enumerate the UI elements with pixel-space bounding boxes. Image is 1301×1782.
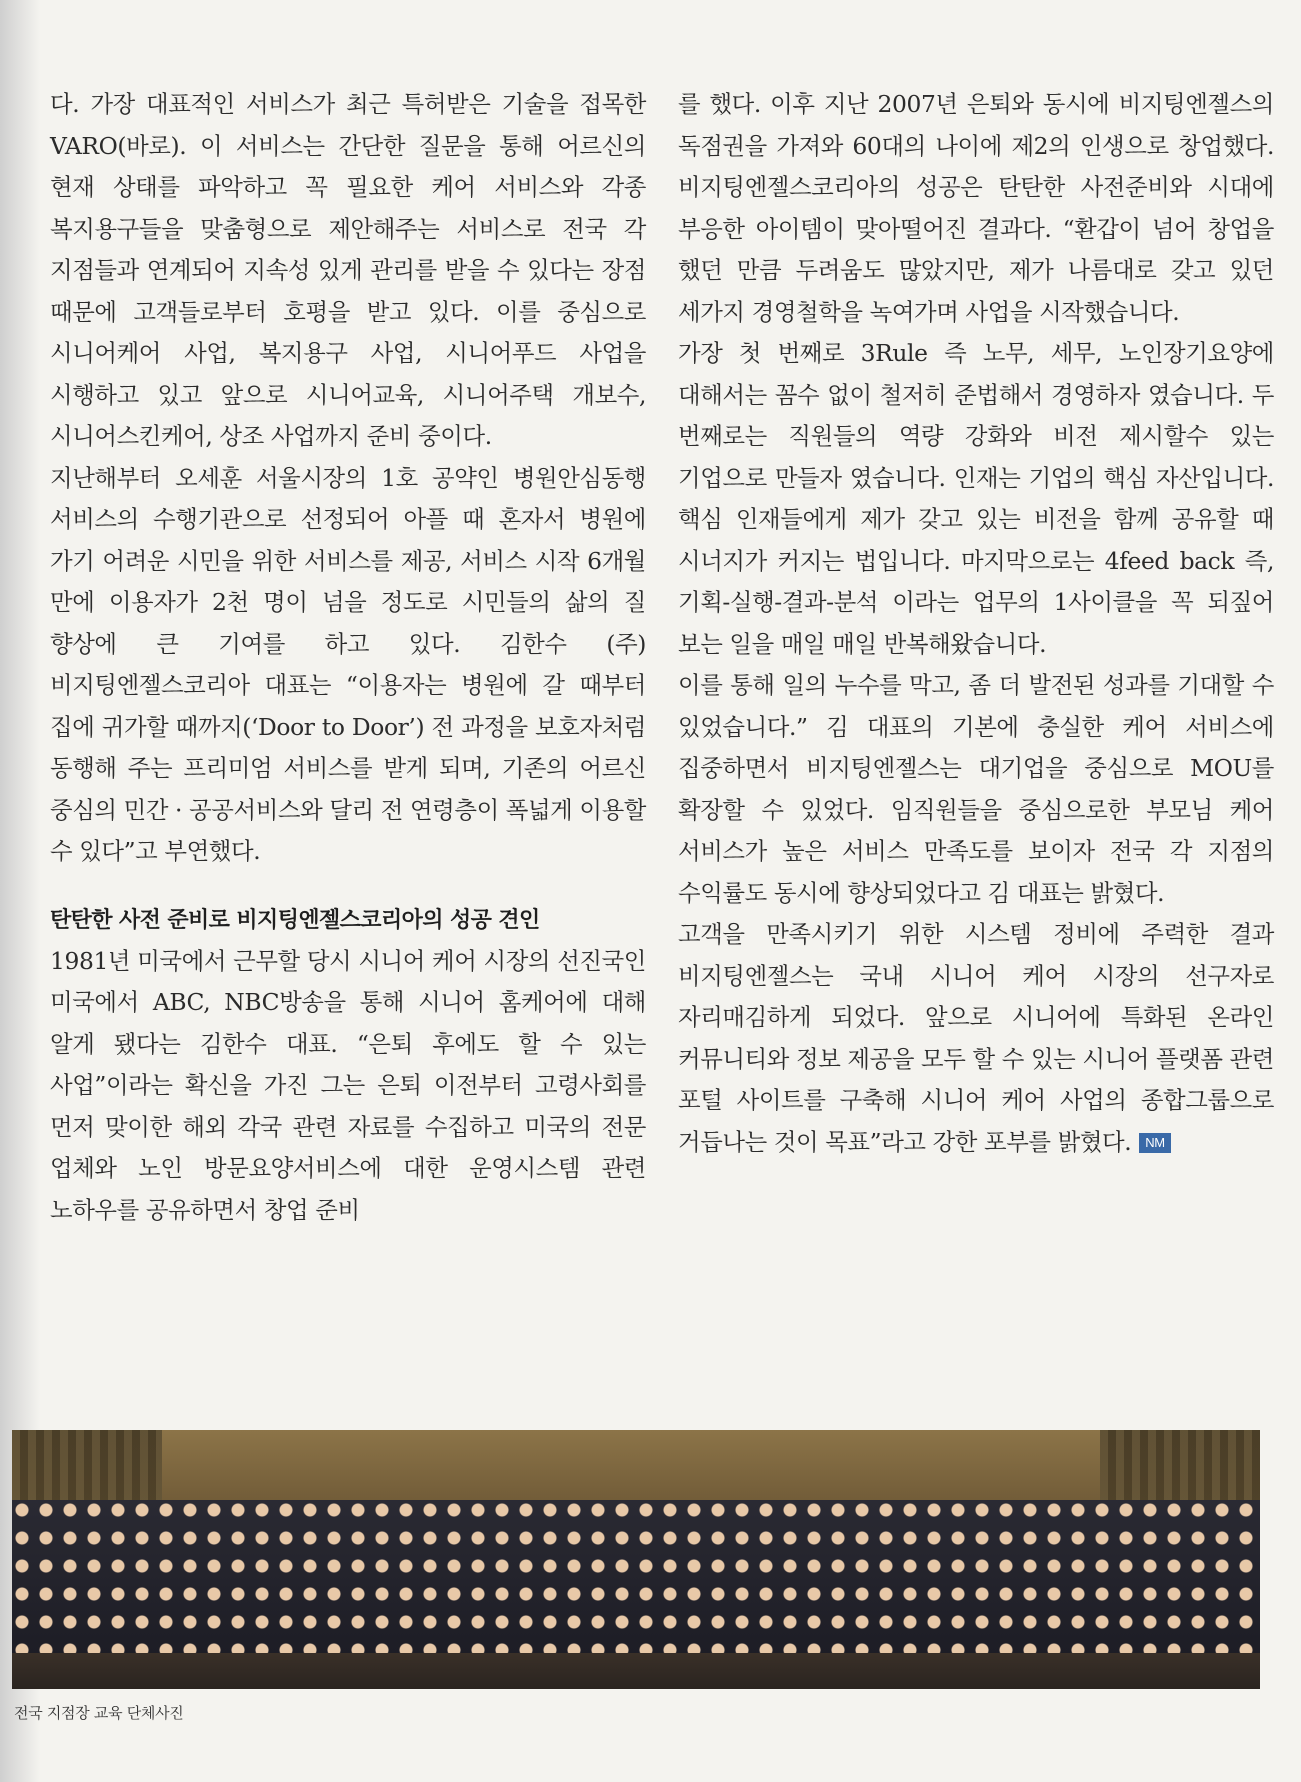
photo-floor bbox=[12, 1653, 1260, 1689]
left-column bbox=[50, 84, 646, 1231]
end-mark-badge: NM bbox=[1139, 1133, 1170, 1153]
section-heading: 탄탄한 사전 준비로 비지팅엔젤스코리아의 성공 견인 bbox=[50, 907, 540, 933]
right-column bbox=[678, 84, 1274, 1163]
group-photo bbox=[12, 1430, 1260, 1689]
body-paragraph: 를 했다. 이후 지난 2007년 은퇴와 동시에 비지팅엔젤스의 독점권을 가져와 60대의 나이에 제2의 인생으로 창업했다. 비지팅엔젤스코리아의 성공은 탄탄한 사전준비와 시대에 부응한 아이템이 맞아떨어진 결과다. “환갑이 넘어 창업을 했던 만큼 두려움도 많았지만, 제가 나름대로 갖고 있던 세가지 경영철학을 녹여가며 사업을 시작했습니다. bbox=[678, 90, 1274, 326]
closing-paragraph-text: 고객을 만족시키기 위한 시스템 정비에 주력한 결과 비지팅엔젤스는 국내 시니어 케어 시장의 선구자로 자리매김하게 되었다. 앞으로 시니어에 특화된 온라인 커뮤니티와 정보 제공을 모두 할 수 있는 시니어 플랫폼 관련 포털 사이트를 구축해 시니어 케어 사업의 종합그룹으로 거듭나는 것이 목표”라고 강한 포부를 밝혔다. bbox=[678, 920, 1275, 1156]
body-paragraph: 다. 가장 대표적인 서비스가 최근 특허받은 기술을 접목한 VARO(바로). 이 서비스는 간단한 질문을 통해 어르신의 현재 상태를 파악하고 꼭 필요한 케어 서비스와 각종 복지용구들을 맞춤형으로 제안해주는 서비스로 전국 각 지점들과 연계되어 지속성 있게 관리를 받을 수 있다는 장점 때문에 고객들로부터 호평을 받고 있다. 이를 중심으로 시니어케어 사업, 복지용구 사업, 시니어푸드 사업을 시행하고 있고 앞으로 시니어교육, 시니어주택 개보수, 시니어스킨케어, 상조 사업까지 준비 중이다. bbox=[50, 90, 646, 450]
body-paragraph: 1981년 미국에서 근무할 당시 시니어 케어 시장의 선진국인 미국에서 ABC, NBC방송을 통해 시니어 홈케어에 대해 알게 됐다는 김한수 대표. “은퇴 후에도 할 수 있는 사업”이라는 확신을 가진 그는 은퇴 이전부터 고령사회를 먼저 맞이한 해외 각국 관련 자료를 수집하고 미국의 전문 업체와 노인 방문요양서비스에 대한 운영시스템 관련 노하우를 공유하면서 창업 준비 bbox=[50, 946, 646, 1224]
body-paragraph: 가장 첫 번째로 3Rule 즉 노무, 세무, 노인장기요양에 대해서는 꼼수 없이 철저히 준법해서 경영하자 였습니다. 두 번째로는 직원들의 역량 강화와 비전 제시할수 있는 기업으로 만들자 였습니다. 인재는 기업의 핵심 자산입니다. 핵심 인재들에게 제가 갖고 있는 비전을 함께 공유할 때 시너지가 커지는 법입니다. 마지막으로는 4feed back 즉, 기획-실행-결과-분석 이라는 업무의 1사이클을 꼭 되짚어 보는 일을 매일 매일 반복해왔습니다. bbox=[678, 339, 1274, 658]
body-paragraph: 이를 통해 일의 누수를 막고, 좀 더 발전된 성과를 기대할 수 있었습니다.” 김 대표의 기본에 충실한 케어 서비스에 집중하면서 비지팅엔젤스는 대기업을 중심으로 MOU를 확장할 수 있었다. 임직원들을 중심으로한 부모님 케어 서비스가 높은 서비스 만족도를 보이자 전국 각 지점의 수익률도 동시에 향상되었다고 김 대표는 밝혔다. bbox=[678, 671, 1274, 907]
closing-paragraph bbox=[678, 914, 1274, 1163]
body-paragraph: 지난해부터 오세훈 서울시장의 1호 공약인 병원안심동행 서비스의 수행기관으로 선정되어 아플 때 혼자서 병원에 가기 어려운 시민을 위한 서비스를 제공, 서비스 시작 6개월 만에 이용자가 2천 명이 넘을 정도로 시민들의 삶의 질 향상에 큰 기여를 하고 있다. 김한수 (주)비지팅엔젤스코리아 대표는 “이용자는 병원에 갈 때부터 집에 귀가할 때까지(‘Door to Door’) 전 과정을 보호자처럼 동행해 주는 프리미엄 서비스를 받게 되며, 기존의 어르신 중심의 민간 · 공공서비스와 달리 전 연령층이 폭넓게 이용할 수 있다”고 부연했다. bbox=[50, 463, 647, 865]
photo-caption: 전국 지점장 교육 단체사진 bbox=[14, 1704, 184, 1722]
